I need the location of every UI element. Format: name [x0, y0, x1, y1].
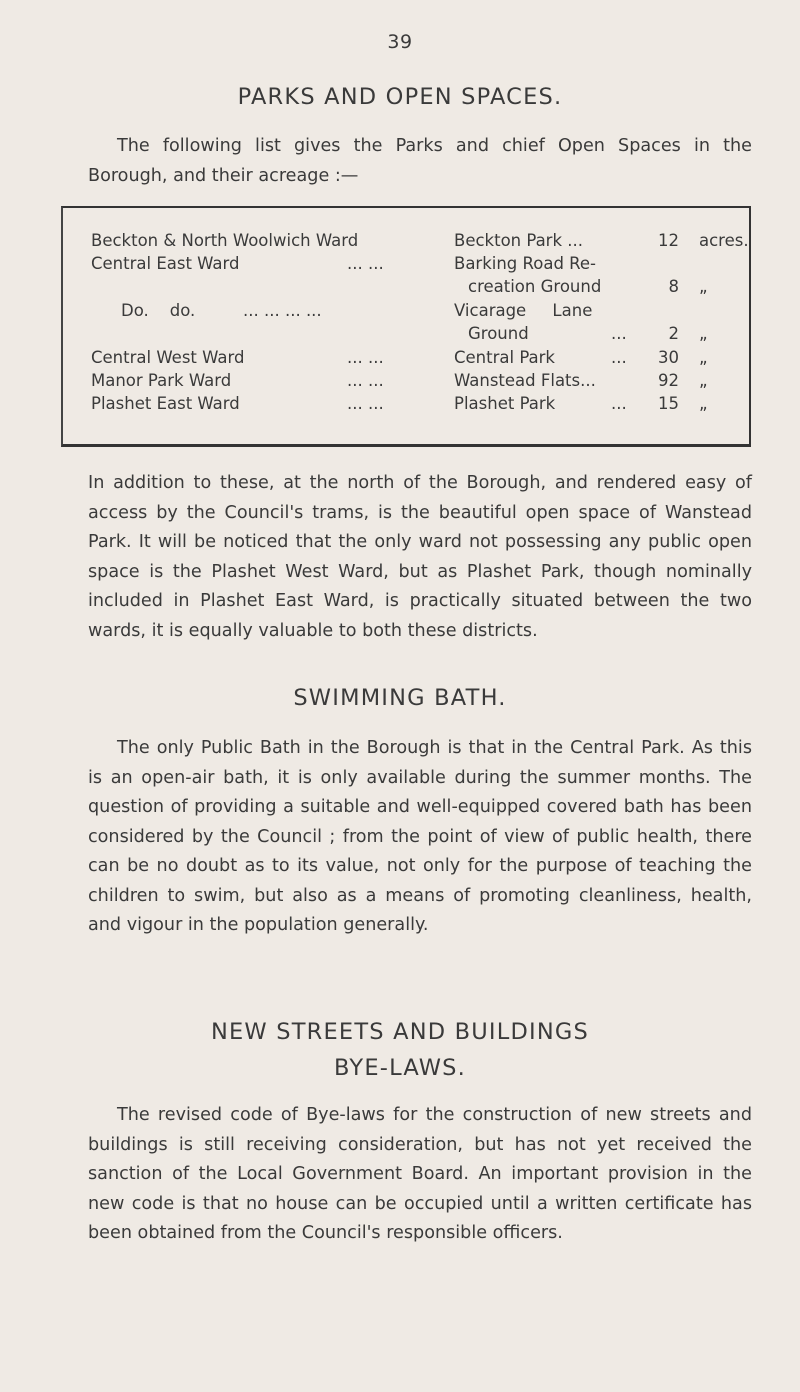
bye-laws-heading-line1: NEW STREETS AND BUILDINGS	[210, 1019, 589, 1045]
bye-laws-paragraph: The revised code of Bye-laws for the construction of new streets and buildings is still receiving consideration, but has not yet received the sanction of the Local Government Board. An important provision in the new code is that no house can be occupied until a written certificate has been obtained from the Council's responsible officers.	[88, 1105, 752, 1243]
parks-addition-paragraph: In addition to these, at the north of the Borough, and rendered easy of access by the Council's trams, is the beautiful open space of Wanstead Park. It will be noticed that the only ward not possessing any public open space is the Plashet West Ward, but as Plashet Park, though nominally included in Plashet East Ward, is practically situated between the two wards, it is equally valuable to both these districts.	[88, 473, 752, 641]
unit-cell: „	[699, 324, 708, 343]
ground-cell: Beckton Park ...	[454, 231, 584, 250]
leader-dots: ...	[611, 324, 627, 343]
acres-cell: 15	[658, 394, 679, 413]
unit-cell: „	[699, 277, 708, 296]
ward-cell: Plashet East Ward	[91, 394, 240, 413]
swimming-bath-heading: SWIMMING BATH.	[293, 685, 507, 711]
parks-acreage-table	[61, 206, 751, 447]
leader-dots: ...	[611, 348, 627, 367]
ground-cell: Central Park	[454, 348, 555, 367]
unit-cell: „	[699, 394, 708, 413]
ward-cell: Central West Ward	[91, 348, 245, 367]
unit-cell: „	[699, 348, 708, 367]
unit-cell: „	[699, 371, 708, 390]
swimming-bath-paragraph: The only Public Bath in the Borough is that in the Central Park. As this is an open-air bath, it is only available during the summer months. The question of providing a suitable and well-equipped covered bath has been considered by the Council ; from the point of view of public health, there can be no doubt as to its value, not only for the purpose of teaching the children to swim, but also as a means of promoting cleanliness, health, and vigour in the population generally.	[88, 738, 752, 935]
parks-heading: PARKS AND OPEN SPACES.	[237, 84, 563, 110]
acres-cell: 2	[668, 324, 679, 343]
leader-dots: ... ...	[347, 254, 384, 273]
ward-cell: Beckton & North Woolwich Ward	[91, 231, 359, 250]
ward-cell: Do. do.	[121, 301, 196, 320]
bye-laws-heading-line2: BYE-LAWS.	[334, 1055, 466, 1081]
leader-dots: ... ...	[347, 371, 384, 390]
acres-cell: 12	[658, 231, 679, 250]
ground-cell: creation Ground	[468, 277, 602, 296]
ground-cell: Barking Road Re-	[454, 254, 597, 273]
ground-cell: Vicarage Lane	[454, 301, 593, 320]
leader-dots: ... ...	[347, 394, 384, 413]
ward-cell: Central East Ward	[91, 254, 240, 273]
acres-cell: 92	[658, 371, 679, 390]
acres-cell: 30	[658, 348, 679, 367]
unit-cell: acres.	[699, 231, 749, 250]
ground-cell: Wanstead Flats...	[454, 371, 596, 390]
ward-cell: Manor Park Ward	[91, 371, 232, 390]
parks-intro-paragraph: The following list gives the Parks and chief Open Spaces in the Borough, and their acreage :—	[88, 136, 752, 186]
acres-cell: 8	[668, 277, 679, 296]
leader-dots: ... ...	[347, 348, 384, 367]
ground-cell: Plashet Park	[454, 394, 556, 413]
leader-dots: ...	[611, 394, 627, 413]
ground-cell: Ground	[468, 324, 529, 343]
page-number: 39	[387, 31, 413, 53]
leader-dots: ... ... ... ...	[243, 301, 322, 320]
